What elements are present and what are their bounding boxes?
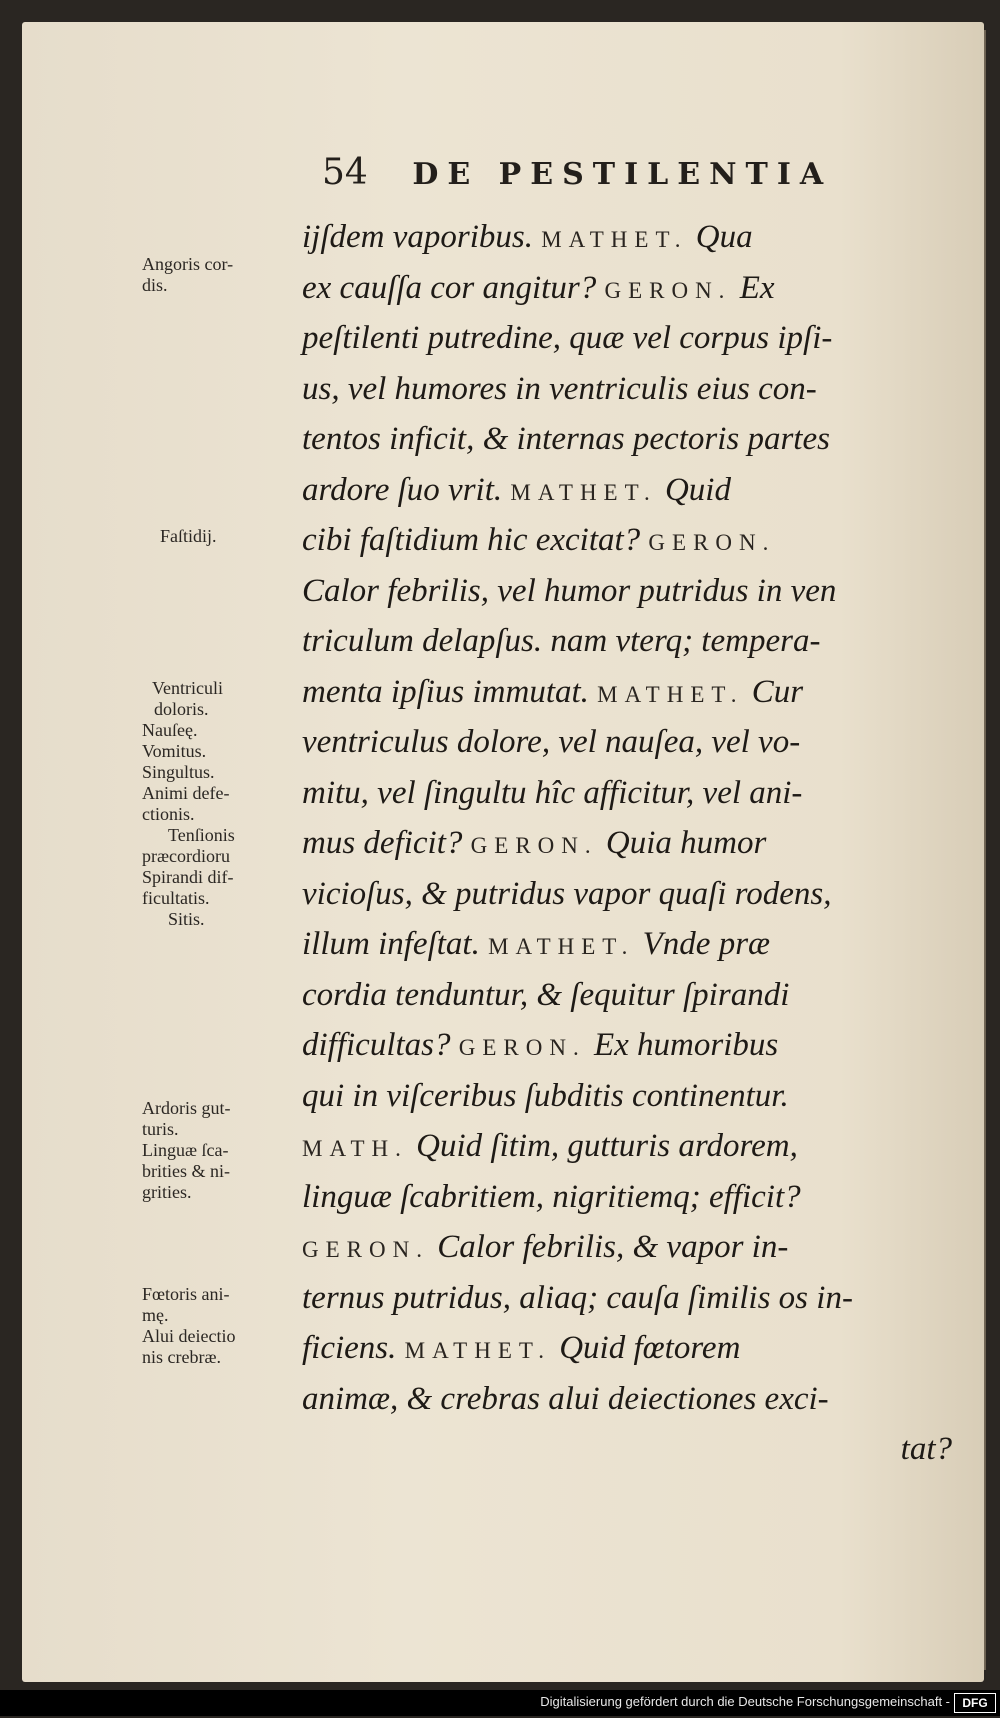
text-run: ardore ſuo vrit.: [302, 471, 511, 508]
text-run: animæ, & crebras alui deiectiones exci-: [302, 1380, 829, 1417]
text-line: [302, 667, 952, 718]
text-line: [302, 263, 952, 314]
text-run: ternus putridus, aliaq; cauſa ſimilis os in-: [302, 1279, 853, 1316]
text-run: us, vel humores in ventriculis eius con-: [302, 370, 817, 407]
text-line: [302, 1121, 952, 1172]
speaker-name: GERON.: [302, 1237, 429, 1262]
speaker-name: MATHET.: [488, 934, 635, 959]
text-run: ex cauſſa cor angitur?: [302, 269, 605, 306]
text-line: [302, 818, 952, 869]
text-run: ijſdem vaporibus.: [302, 219, 542, 255]
text-line: [302, 1374, 952, 1425]
text-line: [302, 1172, 952, 1223]
text-line: [302, 1323, 952, 1374]
running-header: [322, 152, 882, 202]
dfg-logo: DFG: [954, 1693, 996, 1713]
text-run: linguæ ſcabritiem, nigritiemq; efficit?: [302, 1178, 801, 1215]
text-line: [302, 515, 952, 566]
speaker-name: GERON.: [604, 277, 732, 303]
margin-note: Ardoris gut- turis. Linguæ ſca- brities & ni- grities.: [142, 1098, 231, 1202]
text-run: mitu, vel ſingultu hîc afficitur, vel ani-: [302, 774, 803, 811]
footer-bar: [0, 1690, 1000, 1716]
speaker-name: GERON.: [470, 833, 598, 858]
text-run: Cur: [743, 673, 804, 710]
text-run: tentos inficit, & internas pectoris partes: [302, 421, 830, 457]
text-line: [302, 1071, 952, 1122]
text-line: [302, 465, 952, 516]
text-run: mus deficit?: [302, 825, 471, 861]
text-run: qui in viſceribus ſubditis continentur.: [302, 1077, 789, 1114]
speaker-name: GERON.: [648, 530, 776, 555]
text-run: tat?: [900, 1431, 952, 1467]
text-run: Quid: [656, 471, 731, 508]
margin-note: Fœtoris ani- mę. Alui deiectio nis crebræ.: [142, 1284, 236, 1367]
text-run: Quid ſitim, gutturis ardorem,: [407, 1128, 798, 1164]
margin-note: Ventriculi doloris. Nauſeę. Vomitus. Singultus. Animi defe- ctionis. Tenſionis præcordioru Spirandi dif- ficultatis. Sitis.: [142, 678, 235, 929]
body-text: [302, 212, 952, 1475]
text-run: Ex humoribus: [585, 1027, 779, 1063]
text-run: ficiens.: [302, 1330, 405, 1366]
text-line: [302, 1273, 952, 1324]
text-line: [302, 768, 952, 819]
text-run: cibi faſtidium hic excitat?: [302, 522, 649, 558]
text-line: [302, 717, 952, 768]
book-page: [22, 22, 984, 1682]
text-run: triculum delapſus. nam vterq; tempera-: [302, 623, 821, 659]
text-run: peſtilenti putredine, quæ vel corpus ipſi-: [302, 320, 833, 356]
funding-notice: Digitalisierung gefördert durch die Deutsche Forschungsgemeinschaft -: [540, 1694, 950, 1709]
text-run: Qua: [687, 219, 753, 255]
text-run: Vnde præ: [634, 926, 771, 962]
text-run: Calor febrilis, vel humor putridus in ven: [302, 572, 837, 609]
speaker-name: MATH.: [302, 1136, 408, 1161]
text-run: Ex: [731, 269, 775, 306]
text-run: Quia humor: [597, 825, 767, 861]
speaker-name: MATHET.: [541, 227, 688, 252]
text-line: [302, 616, 952, 667]
text-run: difficultas?: [302, 1027, 459, 1063]
page-number: 54: [322, 152, 368, 193]
text-line: [302, 313, 952, 364]
text-run: menta ipſius immutat.: [302, 673, 598, 710]
text-line: [302, 1020, 952, 1071]
margin-note: Faſtidij.: [160, 526, 217, 546]
text-line: [302, 566, 952, 617]
text-line: [302, 869, 952, 920]
speaker-name: MATHET.: [597, 681, 744, 707]
text-run: Calor febrilis, & vapor in-: [428, 1229, 789, 1265]
text-line: [302, 414, 952, 465]
text-run: Quid fœtorem: [550, 1330, 741, 1366]
text-run: cordia tenduntur, & ſequitur ſpirandi: [302, 976, 790, 1013]
text-run: vicioſus, & putridus vapor quaſi rodens,: [302, 875, 832, 912]
text-line: [302, 1424, 952, 1475]
text-run: ventriculus dolore, vel nauſea, vel vo-: [302, 724, 801, 760]
speaker-name: MATHET.: [404, 1338, 551, 1363]
speaker-name: GERON.: [458, 1035, 586, 1060]
margin-note: Angoris cor- dis.: [142, 254, 234, 295]
text-line: [302, 1222, 952, 1273]
text-line: [302, 212, 952, 263]
running-title: DE PESTILENTIA: [412, 157, 833, 192]
speaker-name: MATHET.: [510, 479, 657, 505]
text-line: [302, 364, 952, 415]
text-run: illum infeſtat.: [302, 926, 489, 962]
text-line: [302, 919, 952, 970]
text-line: [302, 970, 952, 1021]
